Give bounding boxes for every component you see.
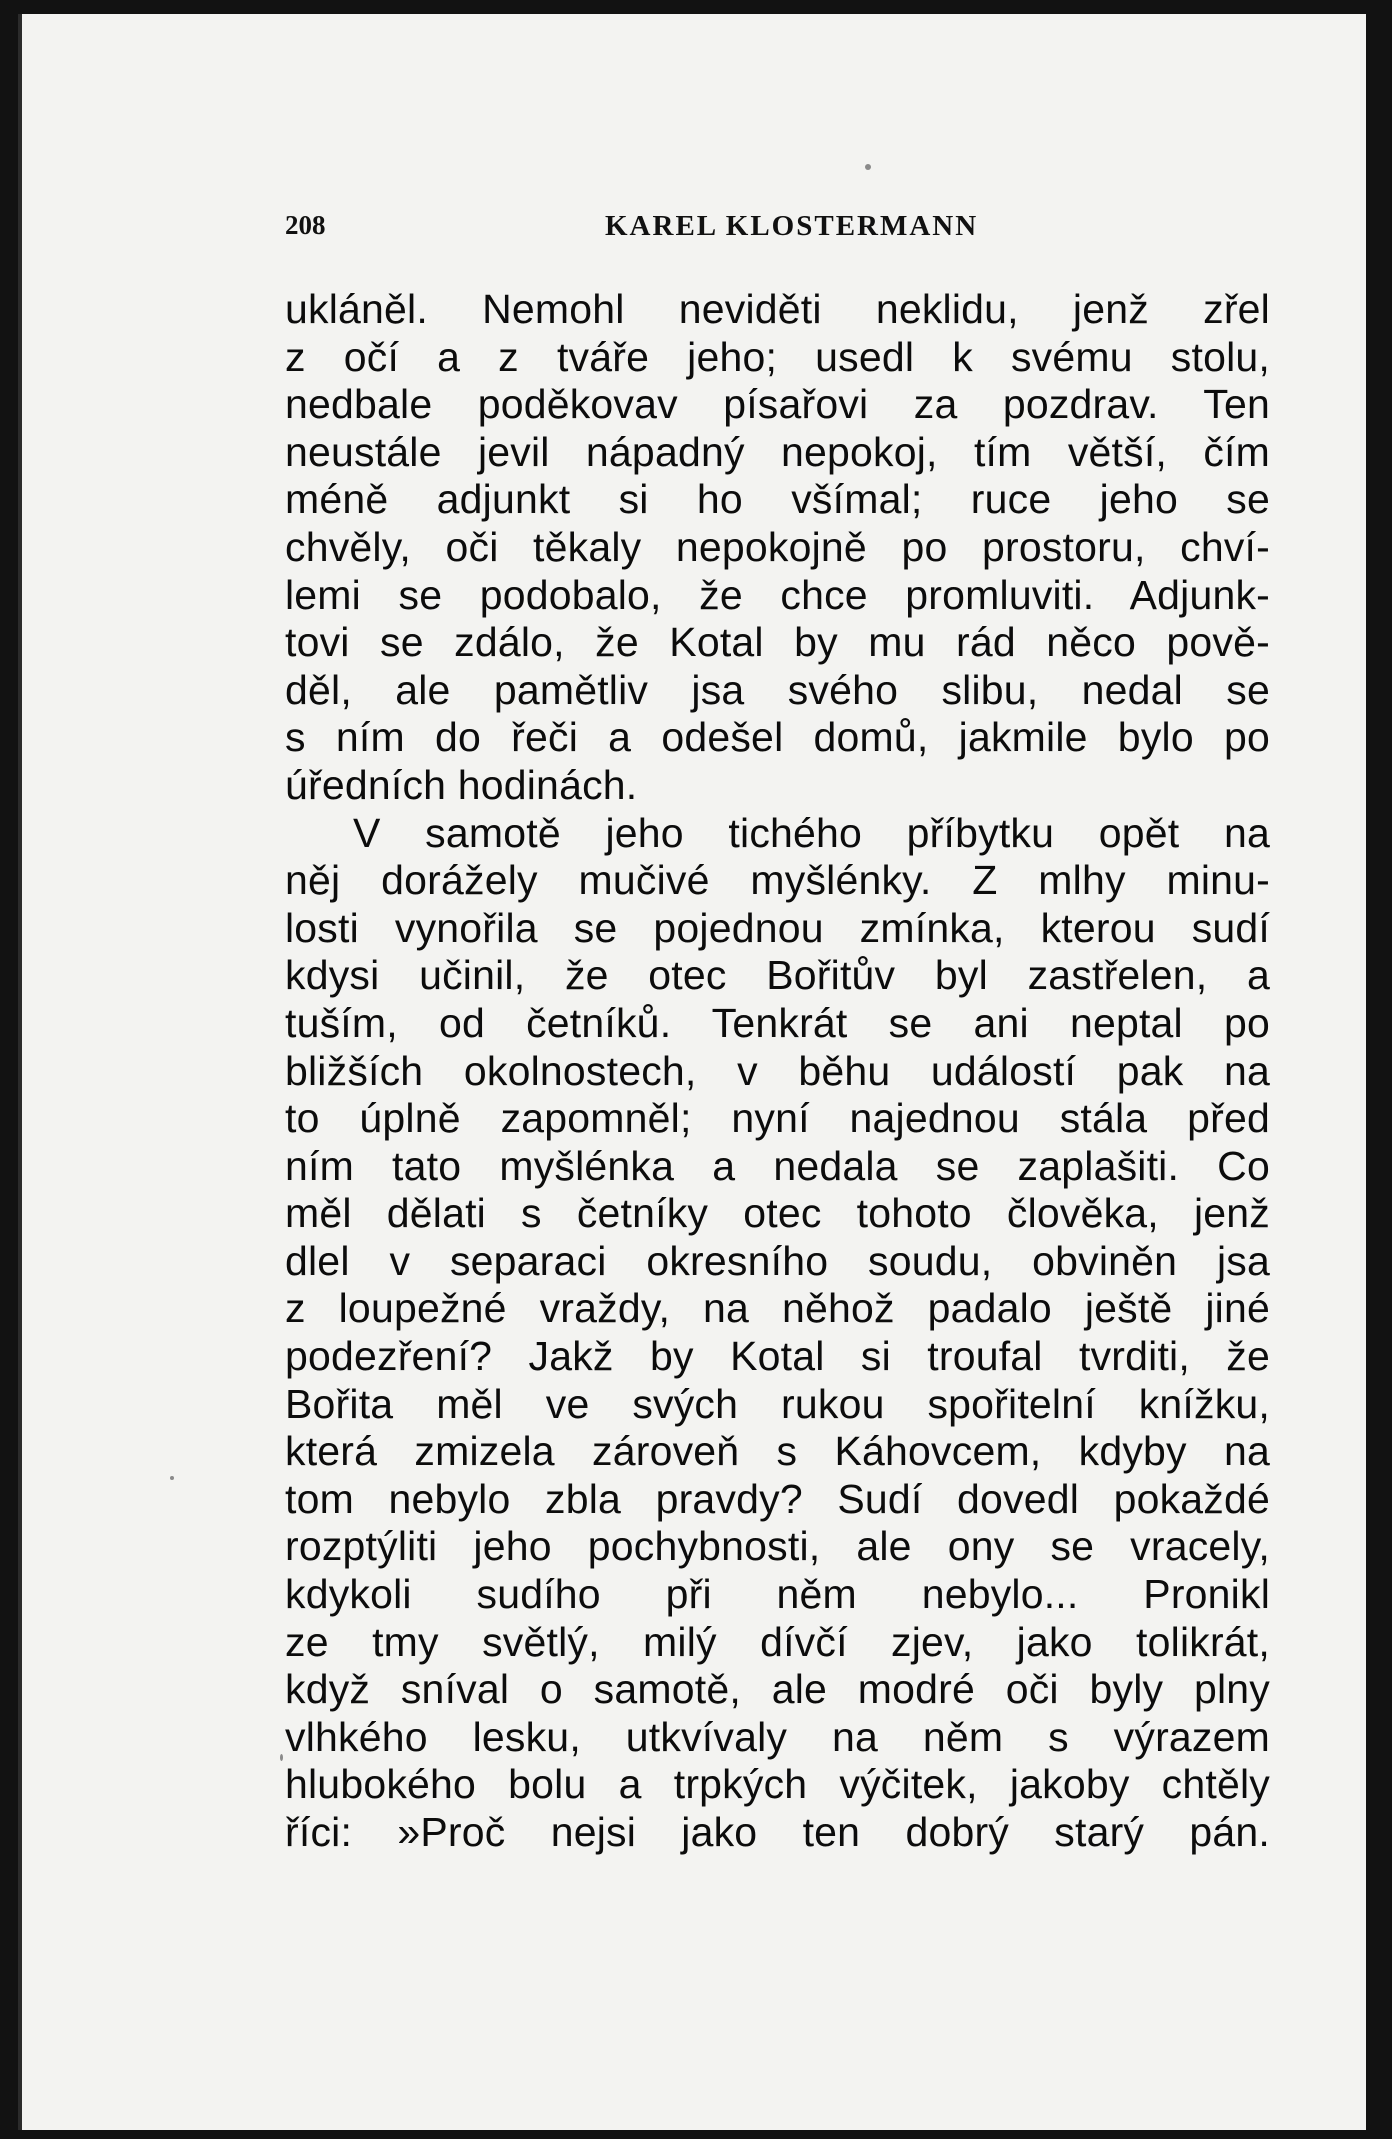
text-line: dlel v separaci okresního soudu, obviněn jsa — [285, 1237, 1270, 1284]
text-line: lemi se podobalo, že chce promluviti. Adjunk- — [285, 571, 1270, 618]
text-line: V samotě jeho tichého příbytku opět na — [353, 809, 1270, 856]
text-line: hlubokého bolu a trpkých výčitek, jakoby chtěly — [285, 1761, 1270, 1808]
text-line: když sníval o samotě, ale modré oči byly plny — [285, 1666, 1270, 1713]
text-line: tuším, od četníků. Tenkrát se ani neptal po — [285, 999, 1270, 1046]
text-line: ze tmy světlý, milý dívčí zjev, jako tolikrát, — [285, 1618, 1270, 1665]
text-line: kdykoli sudího při něm nebylo... Pronikl — [285, 1571, 1270, 1618]
text-line: losti vynořila se pojednou zmínka, kterou sudí — [285, 904, 1270, 951]
text-line: ukláněl. Nemohl neviděti neklidu, jenž zřel — [285, 286, 1270, 332]
page-header — [285, 210, 1255, 246]
text-line: ním tato myšlénka a nedala se zaplašiti. Co — [285, 1142, 1270, 1189]
text-line: kdysi učinil, že otec Bořitův byl zastřelen, a — [285, 952, 1270, 999]
text-line: nedbale poděkovav písařovi za pozdrav. Ten — [285, 381, 1270, 428]
text-line: děl, ale pamětliv jsa svého slibu, nedal se — [285, 666, 1270, 713]
text-line: z očí a z tváře jeho; usedl k svému stolu, — [285, 333, 1270, 380]
text-line: tom nebylo zbla pravdy? Sudí dovedl pokaždé — [285, 1475, 1270, 1522]
running-title: KAREL KLOSTERMANN — [605, 210, 979, 242]
body-text — [285, 286, 1270, 1857]
text-line: neustále jevil nápadný nepokoj, tím větší, čím — [285, 428, 1270, 475]
page-speck — [865, 164, 871, 170]
text-line: říci: »Proč nejsi jako ten dobrý starý pán. — [285, 1809, 1270, 1855]
text-line: tovi se zdálo, že Kotal by mu rád něco pově- — [285, 619, 1270, 666]
text-line: bližších okolnostech, v běhu událostí pak na — [285, 1047, 1270, 1094]
text-line: měl dělati s četníky otec tohoto člověka, jenž — [285, 1190, 1270, 1237]
page-number: 208 — [285, 210, 326, 240]
text-line: to úplně zapomněl; nyní najednou stála před — [285, 1095, 1270, 1142]
text-line: vlhkého lesku, utkvívaly na něm s výrazem — [285, 1713, 1270, 1760]
text-line: s ním do řeči a odešel domů, jakmile bylo po — [285, 714, 1270, 761]
text-line: z loupežné vraždy, na něhož padalo ještě jiné — [285, 1285, 1270, 1332]
text-line: něj dorážely mučivé myšlénky. Z mlhy minu- — [285, 857, 1270, 904]
text-line: rozptýliti jeho pochybnosti, ale ony se vracely, — [285, 1523, 1270, 1570]
text-line: Bořita měl ve svých rukou spořitelní knížku, — [285, 1380, 1270, 1427]
text-line: méně adjunkt si ho všímal; ruce jeho se — [285, 476, 1270, 523]
text-line: podezření? Jakž by Kotal si troufal tvrditi, že — [285, 1333, 1270, 1380]
page-speck — [170, 1476, 174, 1480]
text-line: chvěly, oči těkaly nepokojně po prostoru, chví- — [285, 523, 1270, 570]
text-line: která zmizela zároveň s Káhovcem, kdyby na — [285, 1428, 1270, 1475]
text-line: úředních hodinách. — [285, 761, 638, 808]
page-speck — [280, 1754, 283, 1761]
